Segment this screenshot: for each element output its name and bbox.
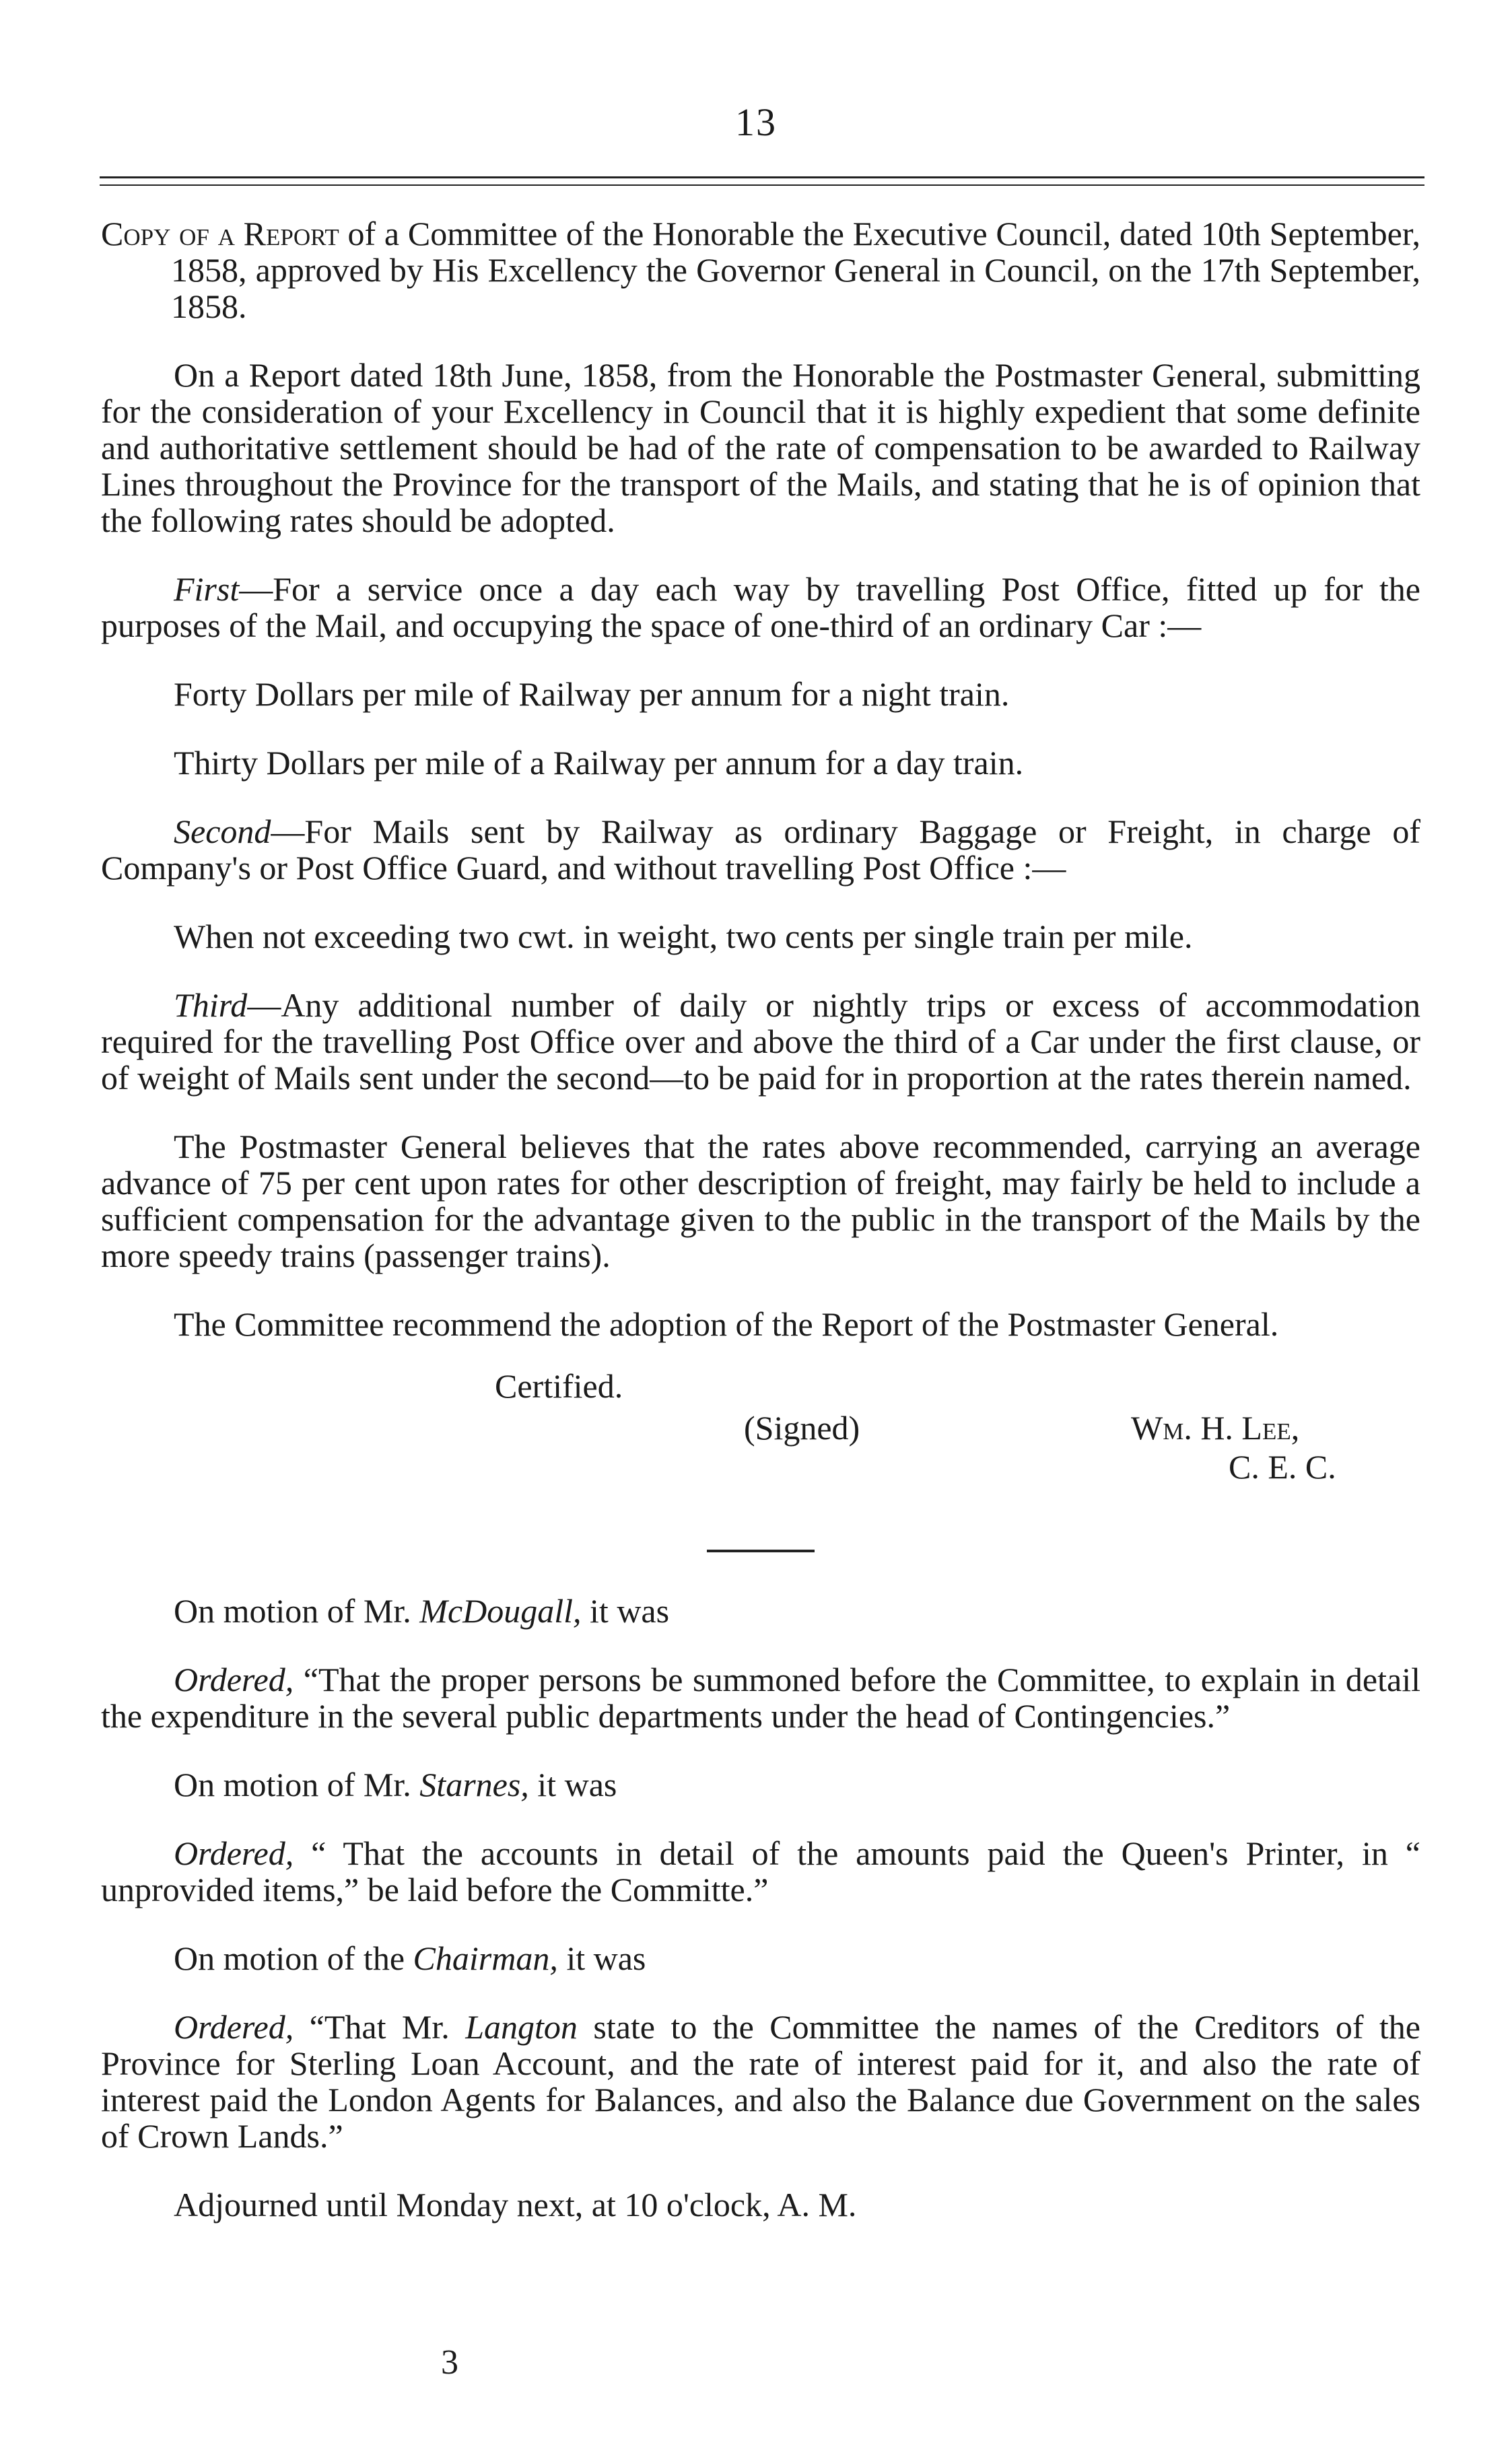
- motion-3-name: Chairman,: [413, 1939, 558, 1977]
- motion-3-prefix: On motion of the: [174, 1939, 413, 1977]
- section-divider: [707, 1550, 815, 1552]
- rate-day: Thirty Dollars per mile of a Railway per annum for a day train.: [174, 744, 1024, 782]
- signed-label: (Signed): [744, 1409, 860, 1447]
- ordered-3-label: Ordered,: [174, 2008, 294, 2046]
- ordered-3-text-b: state to the Committee the names of the Creditors of the Province for Sterling Loan Account, and the rate of interest paid for it, and also the rate of interest paid the London Agents for Balances, and also the Balance due Government on the sales of Crown Lands.”: [101, 2008, 1420, 2155]
- adjourned-line: Adjourned until Monday next, at 10 o'clock, A. M.: [174, 2186, 857, 2223]
- intro-paragraph: On a Report dated 18th June, 1858, from the Honorable the Postmaster General, submitting for the consideration of your Excellency in Council that it is highly expedient that some definite and authoritative settlement should be had of the rate of compensation to be awarded to Railway Lines throughout the Province for the transport of the Mails, and stating that he is of opinion that the following rates should be adopted.: [101, 356, 1420, 539]
- first-clause: [101, 571, 1420, 644]
- ordered-creditors: [101, 2009, 1420, 2154]
- third-clause: [101, 987, 1420, 1096]
- second-clause: [101, 813, 1420, 886]
- header-rule: [100, 176, 1424, 192]
- committee-recommend: The Committee recommend the adoption of the Report of the Postmaster General.: [174, 1305, 1279, 1343]
- rate-night: Forty Dollars per mile of Railway per annum for a night train.: [174, 675, 1010, 713]
- ordered-contingencies: [101, 1661, 1420, 1734]
- motion-2-name: Starnes,: [419, 1766, 529, 1803]
- motion-2-suffix: it was: [528, 1766, 617, 1803]
- motion-1-name: McDougall,: [419, 1592, 582, 1630]
- signer-name: Wm. H. Lee,: [1131, 1409, 1300, 1447]
- signer-title: C. E. C.: [1229, 1448, 1336, 1486]
- rate-weight: When not exceeding two cwt. in weight, two cents per single train per mile.: [174, 918, 1193, 955]
- ordered-1-text: “That the proper persons be summoned before the Committee, to explain in detail the expenditure in the several public departments under the head of Contingencies.”: [101, 1661, 1420, 1735]
- motion-2-prefix: On motion of Mr.: [174, 1766, 420, 1803]
- header-rule-top: [100, 176, 1424, 178]
- first-label: First: [174, 570, 240, 608]
- motion-chairman: [101, 1940, 1420, 1976]
- second-label: Second: [174, 813, 271, 850]
- second-text: —For Mails sent by Railway as ordinary Baggage or Freight, in charge of Company's or Post Office Guard, and without travelling Post Office :—: [101, 813, 1420, 887]
- postmaster-paragraph: The Postmaster General believes that the rates above recommended, carrying an average advance of 75 per cent upon rates for other description of freight, may fairly be held to include a sufficient compensation for the advantage given to the public in the transport of the Mails by the more speedy trains (passenger trains).: [101, 1128, 1420, 1274]
- report-heading: [101, 215, 1420, 324]
- ordered-queens-printer: [101, 1835, 1420, 1908]
- certified-label: Certified.: [495, 1367, 623, 1405]
- motion-mcdougall: [101, 1593, 1420, 1629]
- ordered-2-label: Ordered,: [174, 1834, 294, 1872]
- page-number: 13: [735, 100, 777, 144]
- third-text: —Any additional number of daily or nightly trips or excess of accommodation required for the travelling Post Office over and above the third of a Car under the first clause, or of weight of Mails sent under the second—to be paid for in proportion at the rates therein named.: [101, 986, 1420, 1097]
- ordered-1-label: Ordered,: [174, 1661, 294, 1698]
- header-rule-bottom: [100, 184, 1424, 186]
- report-heading-text: of a Committee of the Honorable the Executive Council, dated 10th September, 1858, approved by His Excellency the Governor General in Council, on the 17th September, 1858.: [171, 215, 1420, 325]
- ordered-3-name: Langton: [465, 2008, 578, 2046]
- ordered-3-text-a: “That Mr.: [294, 2008, 466, 2046]
- motion-starnes: [101, 1766, 1420, 1803]
- third-label: Third: [174, 986, 248, 1024]
- motion-1-suffix: it was: [581, 1592, 670, 1630]
- ordered-2-text: “ That the accounts in detail of the amounts paid the Queen's Printer, in “ unprovided items,” be laid before the Committe.”: [101, 1834, 1420, 1908]
- motion-1-prefix: On motion of Mr.: [174, 1592, 420, 1630]
- motion-3-suffix: it was: [557, 1939, 646, 1977]
- page-body: [101, 215, 1420, 2255]
- certification-block: [101, 1368, 1420, 1509]
- report-heading-lead: Copy of a Report: [101, 215, 339, 252]
- first-text: —For a service once a day each way by travelling Post Office, fitted up for the purposes of the Mail, and occupying the space of one-third of an ordinary Car :—: [101, 570, 1420, 644]
- sheet-signature: 3: [441, 2343, 458, 2382]
